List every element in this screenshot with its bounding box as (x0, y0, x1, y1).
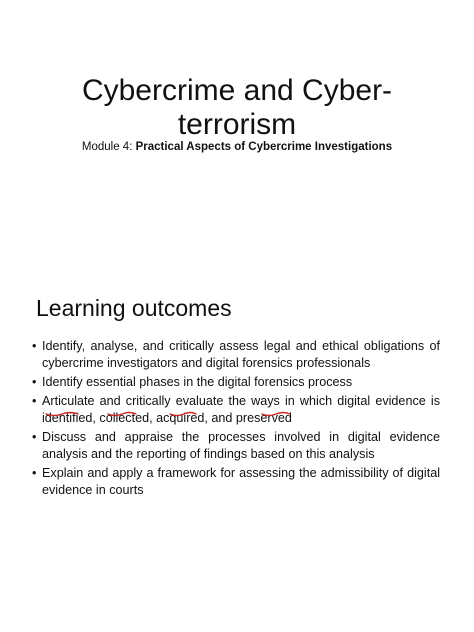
learning-outcomes-heading: Learning outcomes (36, 295, 232, 321)
list-item (32, 465, 440, 499)
slide-title (0, 74, 474, 142)
outcome-text: Identify essential phases in the digital forensics process (42, 375, 353, 389)
module-title: Practical Aspects of Cybercrime Investigations (135, 141, 393, 153)
bullet-icon: • (32, 394, 37, 408)
list-item (32, 393, 440, 427)
list-item (32, 374, 440, 391)
bullet-icon: • (32, 430, 37, 444)
list-item (32, 338, 440, 372)
title-slide (0, 0, 474, 238)
bullet-icon: • (32, 375, 37, 389)
bullet-icon: • (32, 466, 37, 480)
bullet-icon: • (32, 339, 37, 353)
learning-outcomes-list (32, 338, 440, 501)
learning-outcomes-slide (0, 272, 474, 612)
slide-title-line-1: Cybercrime and Cyber- (81, 74, 393, 107)
module-prefix: Module 4: (81, 141, 136, 153)
outcome-text: Articulate and critically evaluate the ways in which digital evidence is identified, collected, acquired, and preserved (42, 394, 440, 425)
outcome-text: Discuss and appraise the processes involved in digital evidence analysis and the reporting of findings based on this analysis (42, 430, 440, 461)
outcome-text: Explain and apply a framework for assessing the admissibility of digital evidence in courts (42, 466, 440, 497)
outcome-text: Identify, analyse, and critically assess legal and ethical obligations of cybercrime investigators and digital forensics professionals (42, 339, 440, 370)
list-item (32, 429, 440, 463)
slide-title-line-2: terrorism (177, 108, 297, 141)
module-subtitle (0, 140, 474, 154)
